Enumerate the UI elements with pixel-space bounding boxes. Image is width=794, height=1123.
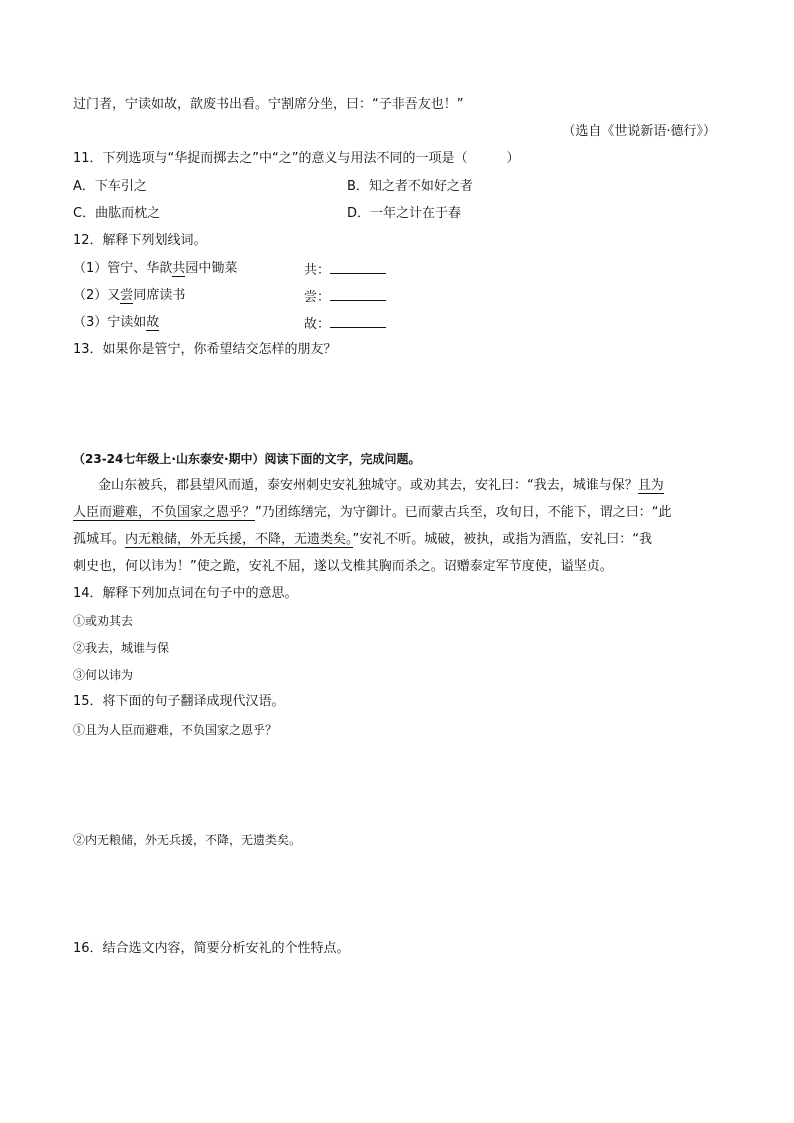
passage2-line-3 bbox=[73, 531, 652, 549]
q14-stem: 14．解释下列加点词在句子中的意思。 bbox=[73, 586, 298, 601]
q12-item-text: 同席读书 bbox=[133, 288, 186, 303]
q14-item-2: ②我去，城谁与保 bbox=[73, 641, 170, 655]
passage2-line-1 bbox=[98, 477, 664, 495]
q12-word-label: 故： bbox=[304, 317, 331, 332]
q11-option-c: C．曲肱而枕之 bbox=[73, 206, 161, 221]
passage2-line-2 bbox=[73, 504, 672, 522]
q11-option-b: B．知之者不如好之者 bbox=[347, 179, 473, 194]
q12-underlined-word: 故 bbox=[146, 315, 160, 330]
q12-item-num: （3） bbox=[73, 315, 108, 330]
q12-underlined-word: 共 bbox=[172, 261, 186, 276]
q12-answer-1 bbox=[304, 260, 386, 280]
q16-stem: 16．结合选文内容，简要分析安礼的个性特点。 bbox=[73, 941, 350, 956]
q11-option-a: A．下车引之 bbox=[73, 179, 147, 194]
passage2-text: 孤城耳。 bbox=[73, 532, 126, 547]
q11-option-d: D．一年之计在于春 bbox=[347, 206, 462, 221]
q12-stem: 12．解释下列划线词。 bbox=[73, 233, 207, 248]
answer-blank[interactable] bbox=[330, 287, 386, 301]
passage2-text: 金山东被兵，郡县望风而遁，泰安州刺史安礼独城守。或劝其去，安礼曰：“我去，城谁与保？ bbox=[98, 478, 638, 493]
q14-item-3: ③何以讳为 bbox=[73, 668, 134, 682]
q15-item-2: ②内无粮储，外无兵援，不降，无遗类矣。 bbox=[73, 833, 302, 847]
q12-item-num: （1） bbox=[73, 261, 108, 276]
q12-item-num: （2） bbox=[73, 288, 108, 303]
answer-blank[interactable] bbox=[330, 314, 386, 328]
q12-item-1 bbox=[73, 260, 237, 278]
passage2-underlined: 内无粮储，外无兵援，不降，无遗类矣。 bbox=[125, 532, 353, 547]
passage2-line-4: 刺史也，何以讳为！”使之跪，安礼不屈，遂以戈椎其胸而杀之。诏赠泰定军节度使，谥坚贞。 bbox=[73, 559, 613, 574]
passage2-heading: （23-24七年级上·山东泰安·期中）阅读下面的文字，完成问题。 bbox=[73, 452, 421, 466]
q15-item-1: ①且为人臣而避难，不负国家之恩乎？ bbox=[73, 723, 278, 737]
passage2-underlined: 且为 bbox=[637, 478, 664, 493]
passage1-source: （选自《世说新语·德行》） bbox=[562, 124, 716, 139]
passage2-underlined: 人臣而避难，不负国家之恩乎？ bbox=[73, 505, 256, 520]
q12-item-text: 管宁、华歆 bbox=[107, 261, 173, 276]
q12-item-3 bbox=[73, 314, 159, 332]
q12-word-label: 共： bbox=[304, 263, 331, 278]
passage2-text: ”乃团练缮完，为守御计。已而蒙古兵至，攻旬日，不能下，谓之曰：“此 bbox=[255, 505, 672, 520]
q12-answer-3 bbox=[304, 314, 386, 334]
answer-blank[interactable] bbox=[330, 260, 386, 274]
q12-answer-2 bbox=[304, 287, 386, 307]
q15-stem: 15．将下面的句子翻译成现代汉语。 bbox=[73, 694, 285, 709]
q12-word-label: 尝： bbox=[304, 290, 331, 305]
q13-stem: 13．如果你是管宁，你希望结交怎样的朋友？ bbox=[73, 342, 337, 357]
q12-item-2 bbox=[73, 287, 185, 305]
passage1-last-line: 过门者，宁读如故，歆废书出看。宁割席分坐，曰：“子非吾友也！” bbox=[73, 97, 464, 112]
passage2-text: ”安礼不听。城破，被执，或指为酒监，安礼曰：“我 bbox=[352, 532, 653, 547]
q12-item-text: 又 bbox=[107, 288, 121, 303]
q12-underlined-word: 尝 bbox=[120, 288, 134, 303]
q12-item-text: 宁读如 bbox=[107, 315, 147, 330]
q11-stem: 11．下列选项与“华捉而掷去之”中“之”的意义与用法不同的一项是（ ） bbox=[73, 151, 520, 166]
q12-item-text: 园中锄菜 bbox=[185, 261, 238, 276]
q14-item-1: ①或劝其去 bbox=[73, 614, 134, 628]
